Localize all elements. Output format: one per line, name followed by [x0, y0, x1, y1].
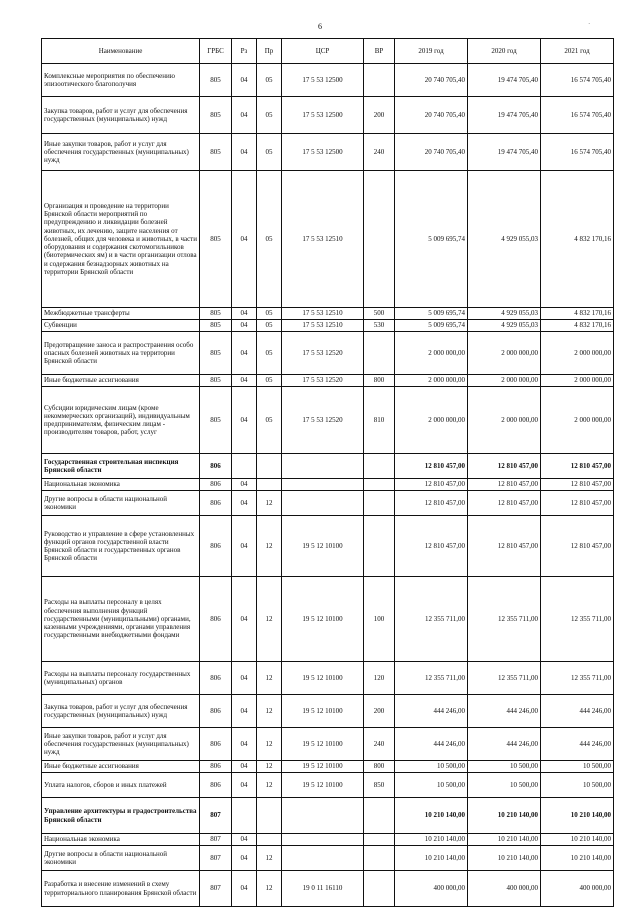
cell-vr: 240: [364, 134, 395, 171]
cell-rz: 04: [232, 728, 257, 761]
cell-vr: 800: [364, 375, 395, 387]
cell-name: Другие вопросы в области национальной экономики: [42, 491, 200, 516]
cell-2019: 5 009 695,74: [395, 171, 468, 308]
cell-vr: [364, 64, 395, 97]
table-row: [42, 491, 614, 516]
cell-vr: [364, 834, 395, 846]
header-vr: ВР: [364, 39, 395, 64]
cell-2021: 10 500,00: [541, 773, 614, 798]
cell-2020: 10 210 140,00: [468, 846, 541, 871]
cell-rz: 04: [232, 577, 257, 662]
cell-pr: [257, 798, 282, 834]
corner-mark: ·: [588, 20, 591, 28]
cell-vr: 800: [364, 761, 395, 773]
cell-2019: 12 355 711,00: [395, 577, 468, 662]
cell-2019: 2 000 000,00: [395, 332, 468, 375]
table-row: [42, 332, 614, 375]
cell-2020: 10 500,00: [468, 773, 541, 798]
cell-2021: 12 810 457,00: [541, 516, 614, 577]
cell-pr: 12: [257, 516, 282, 577]
table-row: [42, 134, 614, 171]
table-row: [42, 798, 614, 834]
cell-csr: 19 5 12 10100: [282, 773, 364, 798]
cell-grbs: 805: [200, 332, 232, 375]
cell-2019: 2 000 000,00: [395, 375, 468, 387]
cell-name: Расходы на выплаты персоналу государственных (муниципальных) органов: [42, 662, 200, 695]
cell-2021: 444 246,00: [541, 728, 614, 761]
table-row: [42, 97, 614, 134]
cell-rz: 04: [232, 387, 257, 454]
cell-vr: 240: [364, 728, 395, 761]
cell-2021: 4 832 170,16: [541, 171, 614, 308]
cell-rz: 04: [232, 308, 257, 320]
table-row: [42, 387, 614, 454]
cell-csr: 19 5 12 10100: [282, 577, 364, 662]
cell-2020: 19 474 705,40: [468, 134, 541, 171]
cell-2021: 10 500,00: [541, 761, 614, 773]
cell-vr: [364, 171, 395, 308]
cell-2020: 400 000,00: [468, 871, 541, 907]
table-row: [42, 871, 614, 907]
page-number: 6: [318, 22, 322, 31]
cell-2020: 2 000 000,00: [468, 375, 541, 387]
cell-pr: 05: [257, 64, 282, 97]
cell-name: Национальная экономика: [42, 479, 200, 491]
cell-csr: [282, 491, 364, 516]
cell-grbs: 805: [200, 97, 232, 134]
cell-2020: 12 810 457,00: [468, 479, 541, 491]
header-row: [42, 39, 614, 64]
cell-rz: 04: [232, 834, 257, 846]
cell-csr: 19 0 11 16110: [282, 871, 364, 907]
cell-csr: 19 5 12 10100: [282, 761, 364, 773]
cell-csr: 17 5 53 12520: [282, 332, 364, 375]
cell-csr: [282, 834, 364, 846]
cell-2019: 444 246,00: [395, 728, 468, 761]
cell-csr: 17 5 53 12510: [282, 320, 364, 332]
cell-rz: 04: [232, 846, 257, 871]
cell-2020: 19 474 705,40: [468, 64, 541, 97]
cell-pr: 12: [257, 773, 282, 798]
cell-2021: 12 810 457,00: [541, 454, 614, 479]
cell-name: Иные закупки товаров, работ и услуг для обеспечения государственных (муниципальных) нужд: [42, 134, 200, 171]
cell-2019: 400 000,00: [395, 871, 468, 907]
header-year-2019: 2019 год: [395, 39, 468, 64]
cell-2021: 12 810 457,00: [541, 479, 614, 491]
cell-grbs: 806: [200, 761, 232, 773]
table-row: [42, 695, 614, 728]
cell-grbs: 805: [200, 375, 232, 387]
cell-vr: [364, 516, 395, 577]
cell-vr: [364, 479, 395, 491]
cell-name: Расходы на выплаты персоналу в целях обеспечения выполнения функций государственными (муниципальными) органами, казенными учреждениями, органами управления государственными внебюджетными фондами: [42, 577, 200, 662]
table-header: [42, 39, 614, 64]
cell-2021: 10 210 140,00: [541, 798, 614, 834]
cell-name: Иные закупки товаров, работ и услуг для обеспечения государственных (муниципальных) нужд: [42, 728, 200, 761]
cell-2021: 16 574 705,40: [541, 97, 614, 134]
cell-2019: 10 210 140,00: [395, 798, 468, 834]
cell-vr: [364, 798, 395, 834]
cell-rz: 04: [232, 662, 257, 695]
cell-grbs: 807: [200, 846, 232, 871]
cell-csr: 17 5 53 12520: [282, 387, 364, 454]
cell-2020: 4 929 055,03: [468, 308, 541, 320]
cell-rz: [232, 798, 257, 834]
cell-2021: 10 210 140,00: [541, 834, 614, 846]
cell-vr: 500: [364, 308, 395, 320]
cell-2020: 12 355 711,00: [468, 662, 541, 695]
cell-rz: 04: [232, 97, 257, 134]
cell-rz: 04: [232, 134, 257, 171]
cell-2020: 444 246,00: [468, 728, 541, 761]
cell-csr: 19 5 12 10100: [282, 516, 364, 577]
cell-name: Межбюджетные трансферты: [42, 308, 200, 320]
cell-grbs: 806: [200, 491, 232, 516]
cell-rz: 04: [232, 695, 257, 728]
cell-vr: 100: [364, 577, 395, 662]
table-row: [42, 308, 614, 320]
cell-grbs: 807: [200, 798, 232, 834]
cell-2020: 19 474 705,40: [468, 97, 541, 134]
table-row: [42, 834, 614, 846]
cell-grbs: 807: [200, 871, 232, 907]
cell-pr: [257, 834, 282, 846]
cell-2020: 10 210 140,00: [468, 834, 541, 846]
cell-2020: 12 810 457,00: [468, 516, 541, 577]
cell-grbs: 806: [200, 577, 232, 662]
cell-pr: 12: [257, 761, 282, 773]
cell-rz: 04: [232, 773, 257, 798]
cell-2020: 444 246,00: [468, 695, 541, 728]
cell-csr: 17 5 53 12500: [282, 134, 364, 171]
cell-2019: 5 009 695,74: [395, 308, 468, 320]
cell-pr: 12: [257, 577, 282, 662]
cell-grbs: 805: [200, 308, 232, 320]
cell-2019: 12 810 457,00: [395, 491, 468, 516]
table-row: [42, 846, 614, 871]
cell-name: Субвенции: [42, 320, 200, 332]
cell-csr: [282, 454, 364, 479]
cell-name: Уплата налогов, сборов и иных платежей: [42, 773, 200, 798]
cell-pr: 12: [257, 491, 282, 516]
table-row: [42, 454, 614, 479]
cell-pr: 05: [257, 171, 282, 308]
cell-2021: 2 000 000,00: [541, 375, 614, 387]
cell-2019: 10 500,00: [395, 773, 468, 798]
table-row: [42, 577, 614, 662]
cell-vr: 810: [364, 387, 395, 454]
cell-name: Государственная строительная инспекция Брянской области: [42, 454, 200, 479]
cell-2021: 12 355 711,00: [541, 662, 614, 695]
cell-grbs: 806: [200, 516, 232, 577]
cell-grbs: 805: [200, 320, 232, 332]
cell-vr: 850: [364, 773, 395, 798]
cell-rz: 04: [232, 491, 257, 516]
cell-pr: 05: [257, 97, 282, 134]
cell-2019: 12 810 457,00: [395, 454, 468, 479]
cell-2020: 10 210 140,00: [468, 798, 541, 834]
cell-name: Руководство и управление в сфере установленных функций органов государственной власти Брянской области и государственных органов Брянской области: [42, 516, 200, 577]
header-year-2021: 2021 год: [541, 39, 614, 64]
cell-pr: 05: [257, 387, 282, 454]
header-rz: Рз: [232, 39, 257, 64]
cell-pr: 05: [257, 308, 282, 320]
cell-grbs: 806: [200, 728, 232, 761]
cell-2019: 444 246,00: [395, 695, 468, 728]
cell-name: Предотвращение заноса и распространения особо опасных болезней животных на территории Брянской области: [42, 332, 200, 375]
cell-grbs: 805: [200, 171, 232, 308]
cell-2020: 2 000 000,00: [468, 387, 541, 454]
cell-csr: 17 5 53 12500: [282, 97, 364, 134]
cell-pr: [257, 454, 282, 479]
cell-pr: 12: [257, 695, 282, 728]
cell-csr: 19 5 12 10100: [282, 695, 364, 728]
cell-vr: 120: [364, 662, 395, 695]
cell-2020: 2 000 000,00: [468, 332, 541, 375]
cell-2021: 16 574 705,40: [541, 134, 614, 171]
cell-grbs: 806: [200, 479, 232, 491]
cell-2021: 16 574 705,40: [541, 64, 614, 97]
cell-grbs: 807: [200, 834, 232, 846]
cell-name: Субсидии юридическим лицам (кроме некоммерческих организаций), индивидуальным предпринимателям, физическим лицам - производителям товаров, работ, услуг: [42, 387, 200, 454]
cell-vr: 530: [364, 320, 395, 332]
cell-rz: 04: [232, 64, 257, 97]
cell-name: Другие вопросы в области национальной экономики: [42, 846, 200, 871]
table-row: [42, 516, 614, 577]
table-row: [42, 171, 614, 308]
cell-vr: 200: [364, 695, 395, 728]
cell-grbs: 806: [200, 695, 232, 728]
cell-rz: 04: [232, 479, 257, 491]
cell-pr: 12: [257, 728, 282, 761]
cell-2019: 12 355 711,00: [395, 662, 468, 695]
cell-vr: [364, 332, 395, 375]
cell-name: Иные бюджетные ассигнования: [42, 375, 200, 387]
cell-vr: 200: [364, 97, 395, 134]
cell-rz: 04: [232, 320, 257, 332]
cell-csr: 19 5 12 10100: [282, 728, 364, 761]
cell-2019: 5 009 695,74: [395, 320, 468, 332]
cell-name: Закупка товаров, работ и услуг для обеспечения государственных (муниципальных) нужд: [42, 695, 200, 728]
cell-name: Управление архитектуры и градостроительства Брянской области: [42, 798, 200, 834]
cell-rz: 04: [232, 375, 257, 387]
cell-name: Комплексные мероприятия по обеспечению эпизоотического благополучия: [42, 64, 200, 97]
cell-grbs: 806: [200, 454, 232, 479]
cell-name: Разработка и внесение изменений в схему территориального планирования Брянской области: [42, 871, 200, 907]
cell-2019: 12 810 457,00: [395, 479, 468, 491]
cell-2021: 10 210 140,00: [541, 846, 614, 871]
cell-2019: 10 210 140,00: [395, 834, 468, 846]
cell-csr: [282, 798, 364, 834]
cell-csr: 17 5 53 12520: [282, 375, 364, 387]
cell-grbs: 805: [200, 387, 232, 454]
cell-pr: 05: [257, 375, 282, 387]
cell-csr: [282, 479, 364, 491]
cell-grbs: 805: [200, 64, 232, 97]
cell-pr: [257, 479, 282, 491]
cell-name: Организация и проведение на территории Брянской области мероприятий по предупреждению и ликвидации болезней животных, их лечению, защите населения от болезней, общих для человека и животных, в части оборудования и содержания скотомогильников (биотермических ям) и в части организации отлова и содержания безнадзорных животных на территории Брянской области: [42, 171, 200, 308]
cell-2019: 12 810 457,00: [395, 516, 468, 577]
table-row: [42, 375, 614, 387]
cell-vr: [364, 454, 395, 479]
cell-rz: [232, 454, 257, 479]
cell-2021: 12 355 711,00: [541, 577, 614, 662]
cell-name: Иные бюджетные ассигнования: [42, 761, 200, 773]
cell-csr: 17 5 53 12500: [282, 64, 364, 97]
cell-2020: 12 810 457,00: [468, 454, 541, 479]
table-row: [42, 320, 614, 332]
cell-2019: 20 740 705,40: [395, 64, 468, 97]
cell-csr: 17 5 53 12510: [282, 171, 364, 308]
cell-rz: 04: [232, 761, 257, 773]
cell-vr: [364, 871, 395, 907]
cell-2020: 4 929 055,03: [468, 320, 541, 332]
cell-pr: 12: [257, 846, 282, 871]
header-year-2020: 2020 год: [468, 39, 541, 64]
cell-pr: 05: [257, 332, 282, 375]
cell-2021: 400 000,00: [541, 871, 614, 907]
cell-2019: 2 000 000,00: [395, 387, 468, 454]
cell-pr: 12: [257, 871, 282, 907]
cell-2019: 20 740 705,40: [395, 97, 468, 134]
header-csr: ЦСР: [282, 39, 364, 64]
cell-rz: 04: [232, 516, 257, 577]
header-pr: Пр: [257, 39, 282, 64]
cell-2021: 444 246,00: [541, 695, 614, 728]
table-row: [42, 728, 614, 761]
cell-2021: 2 000 000,00: [541, 387, 614, 454]
cell-grbs: 806: [200, 773, 232, 798]
table-row: [42, 64, 614, 97]
table-row: [42, 773, 614, 798]
cell-csr: 19 5 12 10100: [282, 662, 364, 695]
cell-vr: [364, 491, 395, 516]
cell-2019: 10 210 140,00: [395, 846, 468, 871]
cell-rz: 04: [232, 871, 257, 907]
budget-table: [41, 38, 614, 907]
cell-2021: 12 810 457,00: [541, 491, 614, 516]
cell-name: Национальная экономика: [42, 834, 200, 846]
cell-grbs: 805: [200, 134, 232, 171]
cell-vr: [364, 846, 395, 871]
cell-pr: 12: [257, 662, 282, 695]
table-body: [42, 64, 614, 907]
table-row: [42, 761, 614, 773]
cell-2019: 20 740 705,40: [395, 134, 468, 171]
cell-csr: [282, 846, 364, 871]
cell-2020: 12 355 711,00: [468, 577, 541, 662]
table-row: [42, 479, 614, 491]
cell-csr: 17 5 53 12510: [282, 308, 364, 320]
table-row: [42, 662, 614, 695]
cell-2019: 10 500,00: [395, 761, 468, 773]
cell-pr: 05: [257, 320, 282, 332]
cell-grbs: 806: [200, 662, 232, 695]
cell-2020: 4 929 055,03: [468, 171, 541, 308]
cell-rz: 04: [232, 171, 257, 308]
cell-pr: 05: [257, 134, 282, 171]
cell-2020: 12 810 457,00: [468, 491, 541, 516]
cell-2021: 2 000 000,00: [541, 332, 614, 375]
header-name: Наименование: [42, 39, 200, 64]
cell-2021: 4 832 170,16: [541, 308, 614, 320]
cell-2021: 4 832 170,16: [541, 320, 614, 332]
header-grbs: ГРБС: [200, 39, 232, 64]
cell-2020: 10 500,00: [468, 761, 541, 773]
cell-rz: 04: [232, 332, 257, 375]
cell-name: Закупка товаров, работ и услуг для обеспечения государственных (муниципальных) нужд: [42, 97, 200, 134]
